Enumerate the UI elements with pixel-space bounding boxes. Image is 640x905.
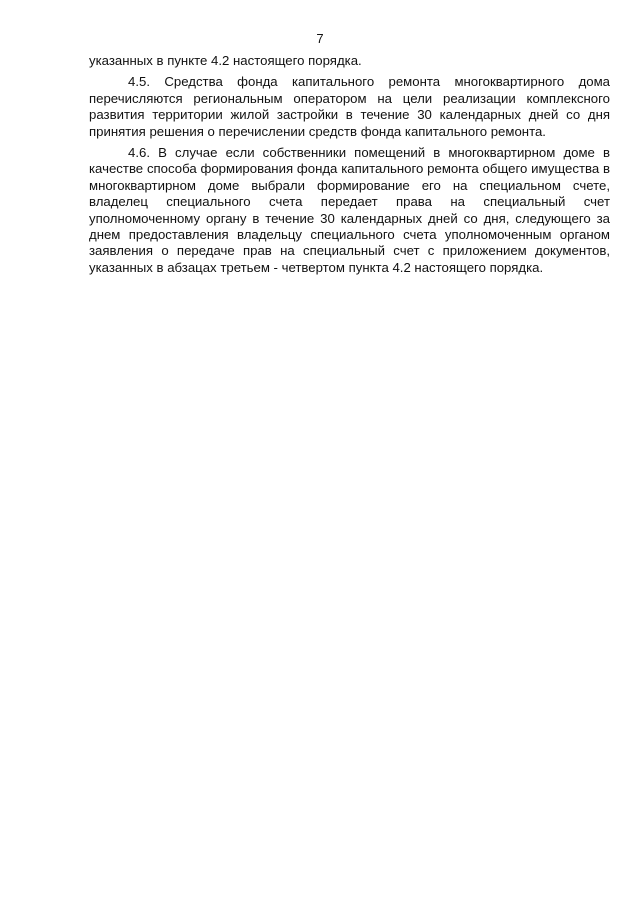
paragraph-4-6: 4.6. В случае если собственники помещений в многоквартирном доме в качестве способа формирования фонда капитального ремонта общего имущества в многоквартирном доме выбрали формирование его на специальном счете, владелец специального счета передает права на специальный счет уполномоченному органу в течение 30 календарных дней со дня, следующего за днем предоставления владельцу специального счета уполномоченным органом заявления о передаче прав на специальный счет с приложением документов, указанных в абзацах третьем - четвертом пункта 4.2 настоящего порядка.	[89, 145, 610, 275]
paragraph-4-5: 4.5. Средства фонда капитального ремонта многоквартирного дома перечисляются региональным оператором на цели реализации комплексного развития территории жилой застройки в течение 30 календарных дней со дня принятия решения о перечислении средств фонда капитального ремонта.	[89, 74, 610, 139]
page-number: 7	[316, 31, 324, 46]
paragraph-continuation: указанных в пункте 4.2 настоящего порядка.	[89, 53, 362, 68]
document-body	[89, 53, 610, 281]
